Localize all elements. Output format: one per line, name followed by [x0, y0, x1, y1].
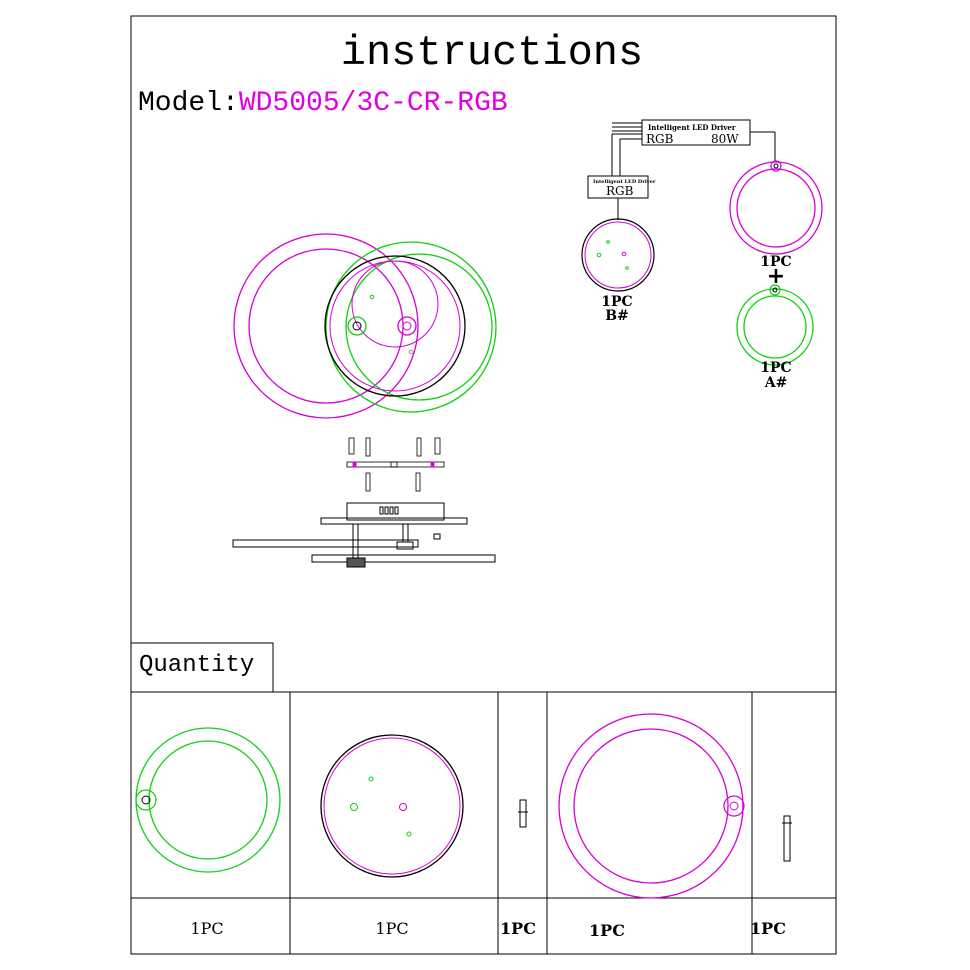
driver-main-name: Intelligent LED Driver — [648, 123, 736, 132]
ring-a-qty: 1PC — [760, 360, 792, 376]
round-panel-icon — [321, 735, 463, 877]
ring-a — [737, 285, 813, 365]
qty-count-3: 1PC — [500, 919, 536, 938]
qty-count-5: 1PC — [750, 919, 786, 938]
assembled-top-view — [234, 234, 496, 418]
magenta-ring-icon — [559, 714, 744, 898]
ring-a-id: A# — [764, 375, 788, 391]
qty-count-1: 1PC — [190, 919, 224, 938]
model-line — [138, 88, 508, 119]
driver-small-name: Intelligent LED Driver — [593, 179, 656, 185]
panel-b — [582, 219, 654, 291]
quantity-heading: Quantity — [139, 652, 255, 679]
model-label: Model: — [138, 88, 239, 119]
panel-b-id: B# — [605, 308, 629, 324]
driver-main-power: 80W — [711, 132, 739, 146]
plus-sign: + — [766, 264, 786, 289]
page-title: instructions — [340, 29, 644, 77]
ring-top-qty: 1PC — [760, 254, 792, 270]
qty-count-4: 1PC — [589, 921, 625, 940]
quantity-table — [131, 643, 836, 954]
model-value: WD5005/3C-CR-RGB — [238, 88, 508, 119]
driver-main-type: RGB — [646, 132, 674, 146]
side-view — [233, 503, 495, 567]
screw-icon — [518, 800, 528, 827]
panel-b-qty: 1PC — [601, 294, 633, 310]
driver-small-type: RGB — [606, 184, 634, 198]
wiring-diagram — [582, 120, 822, 391]
ring-top — [730, 161, 822, 254]
qty-count-2: 1PC — [375, 919, 409, 938]
rod-icon — [782, 816, 792, 861]
mounting-hardware — [347, 438, 444, 491]
green-ring-icon — [136, 728, 280, 872]
sheet-border — [131, 16, 836, 954]
